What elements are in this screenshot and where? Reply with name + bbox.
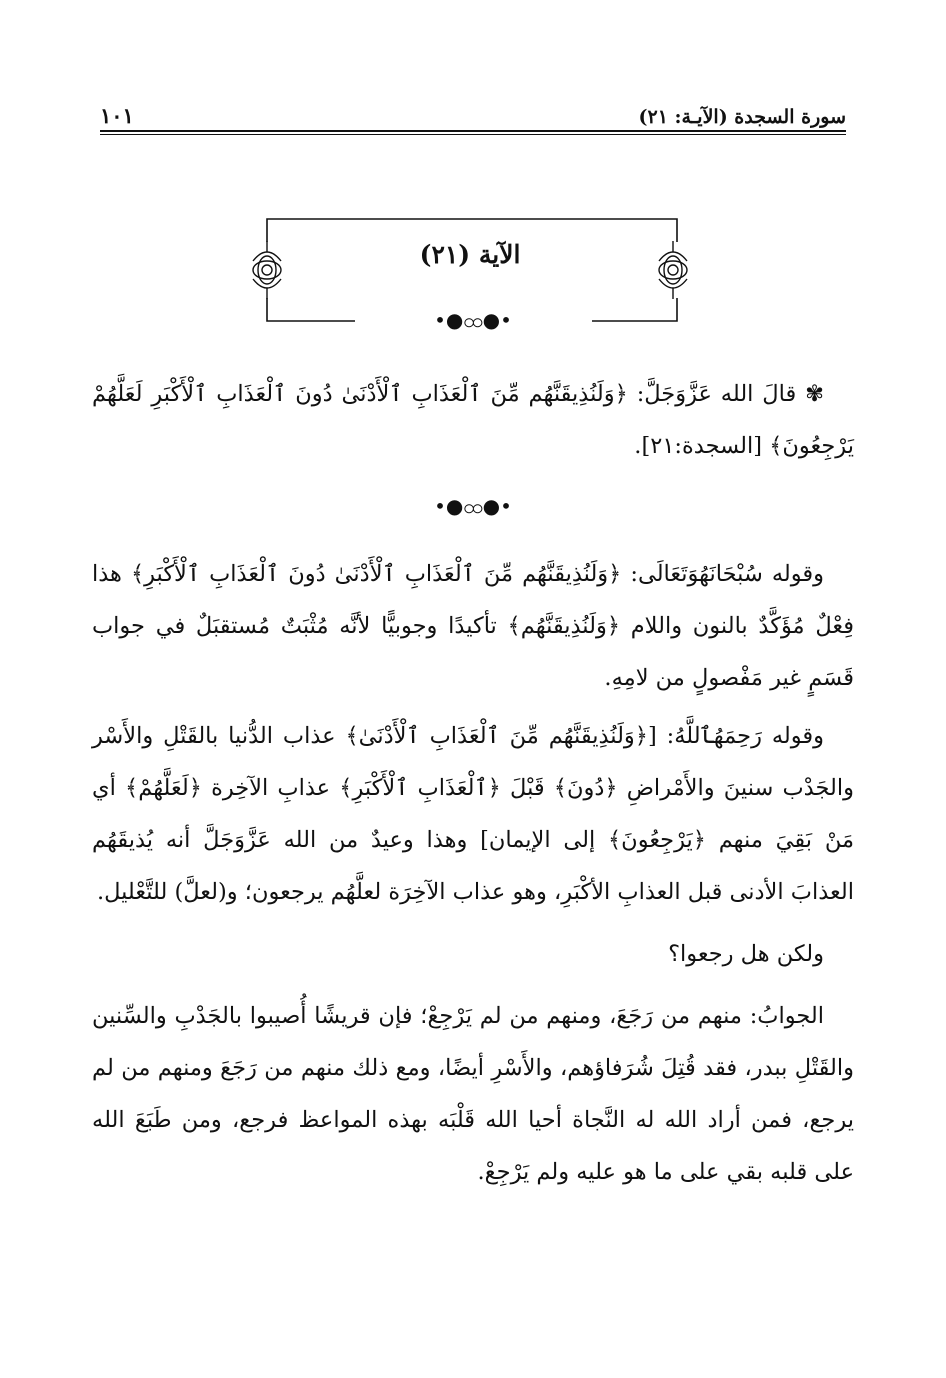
quranic-verse xyxy=(92,368,854,472)
paragraph-3-question: ولكن هل رجعوا؟ xyxy=(668,941,824,967)
header-title: سورة السجدة (الآيـة: ٢١) xyxy=(638,106,846,128)
page-number: ١٠١ xyxy=(100,103,134,128)
knot-ornament-right-icon xyxy=(650,239,696,301)
commentary-body xyxy=(92,548,854,1198)
verse-title: الآية (٢١) xyxy=(419,240,521,269)
running-header xyxy=(100,96,846,128)
header-rule xyxy=(100,130,846,135)
section-separator: •●ထ●• xyxy=(434,494,512,518)
paragraph-2: وقوله رَحِمَهُٱللَّهُ: [﴿وَلَنُذِيقَنَّهُم مِّنَ ٱلْعَذَابِ ٱلْأَدْنَىٰ﴾ عذاب الدُّنيا بالقَتْلِ والأَسْر والجَدْب سنينَ والأَمْراضِ ﴿دُونَ﴾ قَبْلَ ﴿ٱلْعَذَابِ ٱلْأَكْبَرِ﴾ عذابِ الآخِرة ﴿لَعَلَّهُمْ﴾ أي مَنْ بَقِيَ منهم ﴿يَرْجِعُونَ﴾ إلى الإيمان] وهذا وعيدٌ من الله عَزَّوَجَلَّ أنه يُذيقَهُم العذابَ الأدنى قبل العذابِ الأكْبَرِ، وهو عذاب الآخِرَة لعلَّهُم يرجعون؛ و(لعلَّ) للتَّعْليل. xyxy=(92,723,854,905)
verse-text: ✾ قالَ الله عَزَّوَجَلَّ: ﴿وَلَنُذِيقَنَّهُم مِّنَ ٱلْعَذَابِ ٱلْأَدْنَىٰ دُونَ ٱلْعَذَابِ ٱلْأَكْبَرِ لَعَلَّهُمْ يَرْجِعُونَ﴾ [السجدة:٢١]. xyxy=(92,381,854,459)
paragraph-1: وقوله سُبْحَانَهُوَتَعَالَى: ﴿وَلَنُذِيقَنَّهُم مِّنَ ٱلْعَذَابِ ٱلْأَدْنَىٰ دُونَ ٱلْعَذَابِ ٱلْأَكْبَرِ﴾ هذا فِعْلٌ مُؤَكَّدٌ بالنون واللام ﴿وَلَنُذِيقَنَّهُم﴾ تأكيدًا وجوبيًّا لأنَّه مُثْبَتٌ مُستقبَلٌ في جواب قَسَمٍ غير مَفْصولٍ من لامِهِ. xyxy=(92,561,854,691)
title-divider-ornament: •●ထ●• xyxy=(434,308,512,332)
paragraph-4-answer: الجوابُ: منهم من رَجَعَ، ومنهم من لم يَرْجِعْ؛ فإن قريشًا أُصيبوا بالجَدْبِ والسِّنين والقَتْلِ ببدر، فقد قُتِلَ شُرَفاؤهم، والأَسْرِ أيضًا، ومع ذلك منهم من رَجَعَ ومنهم من لم يرجع، فمن أراد الله له النَّجاة أحيا الله قَلْبَه بهذه المواعظ فرجع، ومن طَبَعَ الله على قلبه بقي على ما هو عليه ولم يَرْجِعْ. xyxy=(92,1003,854,1185)
